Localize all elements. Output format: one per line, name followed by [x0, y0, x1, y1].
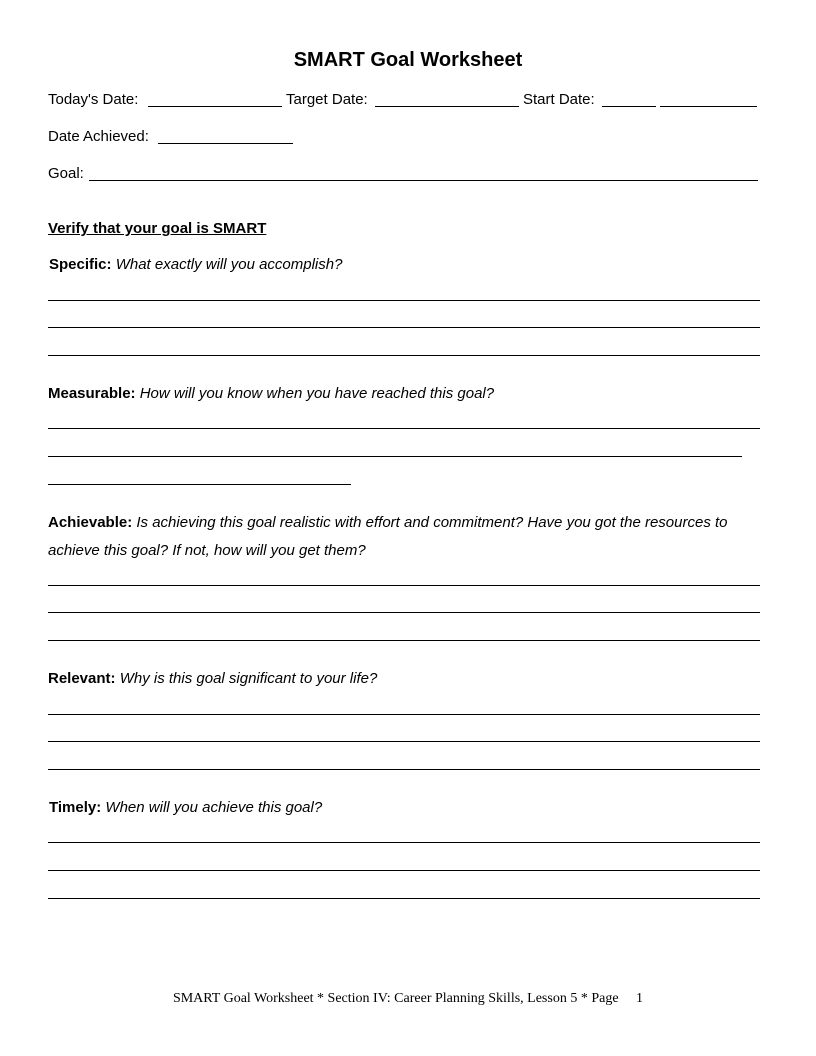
specific-label: Specific: — [49, 256, 112, 273]
timely-answer-line-3[interactable] — [48, 898, 760, 899]
page-title: SMART Goal Worksheet — [293, 49, 523, 71]
todays-date-label: Today's Date: — [48, 91, 139, 108]
measurable-answer-line-3[interactable] — [48, 484, 351, 485]
page-footer: SMART Goal Worksheet * Section IV: Career Planning Skills, Lesson 5 * Page 1 — [172, 991, 644, 1006]
start-date-field-part2[interactable] — [660, 106, 757, 107]
start-date-field-part1[interactable] — [602, 106, 656, 107]
measurable-label: Measurable: — [48, 385, 136, 402]
specific-question — [49, 251, 761, 279]
achievable-answer-line-3[interactable] — [48, 640, 760, 641]
target-date-label: Target Date: — [286, 91, 368, 108]
timely-answer-line-1[interactable] — [48, 842, 760, 843]
specific-answer-line-3[interactable] — [48, 355, 760, 356]
achievable-prompt: Is achieving this goal realistic with effort and commitment? Have you got the resources to achieve this goal? If not, how will you get them? — [48, 514, 728, 559]
verify-heading: Verify that your goal is SMART — [48, 220, 267, 237]
timely-answer-line-2[interactable] — [48, 870, 760, 871]
measurable-answer-line-1[interactable] — [48, 428, 760, 429]
achievable-answer-line-2[interactable] — [48, 612, 760, 613]
goal-field[interactable] — [89, 180, 758, 181]
date-achieved-field[interactable] — [158, 143, 293, 144]
achievable-answer-line-1[interactable] — [48, 585, 760, 586]
date-achieved-label: Date Achieved: — [48, 128, 149, 145]
timely-question — [49, 794, 761, 822]
specific-answer-line-2[interactable] — [48, 327, 760, 328]
relevant-answer-line-1[interactable] — [48, 714, 760, 715]
timely-label: Timely: — [49, 799, 102, 816]
relevant-question — [48, 665, 760, 693]
todays-date-field[interactable] — [148, 106, 282, 107]
start-date-label: Start Date: — [523, 91, 595, 108]
target-date-field[interactable] — [375, 106, 519, 107]
relevant-answer-line-3[interactable] — [48, 769, 760, 770]
specific-answer-line-1[interactable] — [48, 300, 760, 301]
specific-prompt: What exactly will you accomplish? — [115, 256, 343, 273]
goal-label: Goal: — [48, 165, 84, 182]
relevant-answer-line-2[interactable] — [48, 741, 760, 742]
achievable-label: Achievable: — [48, 514, 133, 531]
measurable-question — [48, 380, 760, 408]
relevant-prompt: Why is this goal significant to your life? — [119, 670, 378, 687]
measurable-prompt: How will you know when you have reached this goal? — [139, 385, 495, 402]
achievable-question — [48, 509, 762, 565]
measurable-answer-line-2[interactable] — [48, 456, 742, 457]
relevant-label: Relevant: — [48, 670, 116, 687]
timely-prompt: When will you achieve this goal? — [105, 799, 323, 816]
